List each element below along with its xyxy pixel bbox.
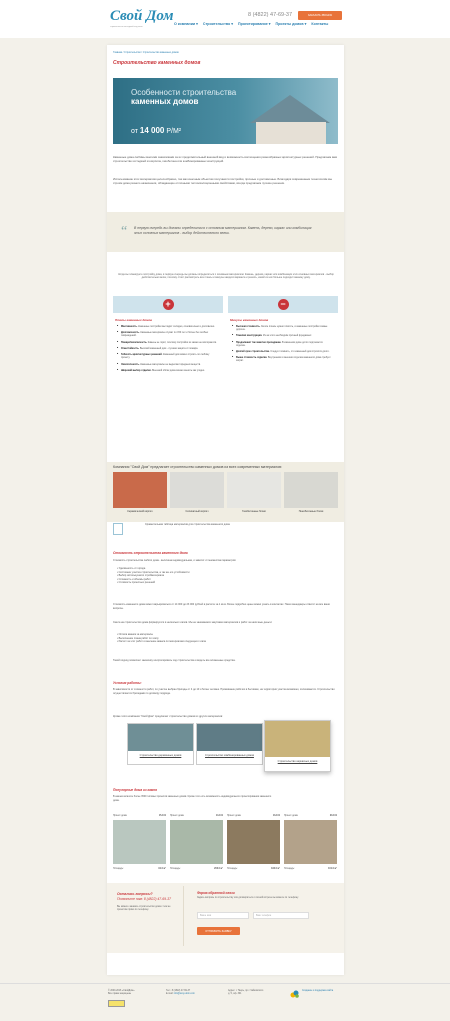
project-card[interactable]	[113, 815, 166, 883]
materials-title: Компания "Свой Дом" предлагает строительство каменных домов из всех современных материалов:	[113, 465, 283, 469]
site-logo[interactable]: Свой Дом	[110, 8, 174, 24]
hero-title-line1: Особенности строительства	[131, 88, 237, 97]
list-item: ■ Долговечность. Каменные материалы служат по 150 лет и более без особых повреждений.	[117, 331, 217, 337]
site-header	[0, 0, 450, 38]
contact-phone[interactable]: Позвоните нам: 8 (4822) 47-69-37	[117, 897, 171, 901]
material-image-penobeton[interactable]	[284, 472, 338, 508]
copyright-text: © 2000-2016 «СвойДом».	[108, 990, 135, 992]
pros-header	[113, 296, 223, 313]
footer-copyright	[108, 990, 135, 997]
area-label: Площадь:	[227, 868, 238, 870]
project-image[interactable]	[113, 820, 166, 864]
project-label: Проект дома	[284, 815, 298, 817]
terms-text: В зависимости от сложности работ, по участке выбран бригады от 4 до 10 и более человек. Проживание рабочих в бытовках, на территории участка возможно, оплачивается. Строительство осуществляется бригадами по договору подряда.	[113, 688, 335, 695]
contact-question: Остались вопросы?	[117, 892, 153, 896]
hero-house-wall	[256, 122, 326, 144]
project-number: 20-101	[329, 815, 337, 817]
contact-divider	[183, 886, 184, 946]
pros-list	[117, 325, 217, 375]
footer-address	[228, 990, 263, 997]
tel-label: Тел.:	[166, 990, 172, 992]
project-label: Проект дома	[170, 815, 184, 817]
list-item: • Сложность и объёмы работ	[117, 578, 317, 582]
header-phone[interactable]: 8 (4822) 47-69-37	[248, 12, 293, 18]
hero-price-value: 14 000	[139, 126, 165, 135]
cons-list	[232, 325, 332, 366]
material-caption[interactable]: Керамический кирпич	[127, 510, 153, 513]
address-label: Адрес:	[228, 990, 236, 992]
footer-contacts	[166, 990, 195, 997]
project-label: Проект дома	[113, 815, 127, 817]
footer-divider	[0, 983, 450, 984]
intro-paragraph-2: Использование этих материалов целесообразно, так как конечным объектом получаются постройки, прочные и долговечные. Благодаря современным технологиям мы строим дома разного назначения, обладающие отличными теплоизоляционными свойствами, всегда предлагаем лучшие решения.	[113, 177, 332, 185]
address-line1: г. Тверь, пр-т Чайковского	[235, 990, 264, 992]
name-input[interactable]: Ваше имя	[197, 912, 249, 919]
project-number: 14-101	[215, 815, 223, 817]
list-item: • Стоимость проектных решений	[117, 581, 317, 585]
form-title: Форма обратной связи	[197, 891, 235, 895]
material-image-ceramic[interactable]	[113, 472, 167, 508]
service-image	[265, 721, 330, 757]
service-card-wood[interactable]	[127, 723, 194, 765]
cons-header	[228, 296, 338, 313]
comparison-table-link[interactable]: Сравнительная таблица материалов для строительства каменного дома	[145, 523, 230, 526]
list-item: ■ Выше стоимость отделки. Внутренняя и внешняя отделка каменного дома требует затрат.	[232, 356, 332, 362]
project-header	[227, 815, 280, 817]
material-caption[interactable]: Газобетонные блоки	[242, 510, 266, 513]
project-number: 15-101	[158, 815, 166, 817]
document-icon[interactable]	[113, 523, 123, 535]
service-link[interactable]: Строительство каркасных домов	[277, 760, 318, 763]
developer-logo-icon[interactable]	[290, 990, 300, 998]
area-value: 190.0 м²	[271, 868, 280, 870]
cost-paragraph-3: Такой подход позволяет заказчику контролировать ход строительства и видеть все вложенные средства.	[113, 659, 236, 662]
list-item: ■ Пожаробезопасность. Камень не горит, поэтому постройки из камня не возгораются.	[117, 341, 217, 344]
hero-price-unit: Р/М²	[166, 128, 182, 135]
project-header	[284, 815, 337, 817]
area-value: 91.0 м²	[158, 868, 166, 870]
address-line2: д. 5, оф. 301	[228, 993, 242, 996]
list-item: • Выбор используемого стройматериала	[117, 574, 317, 578]
project-image[interactable]	[170, 820, 223, 864]
hero-price	[131, 126, 181, 135]
list-item: ■ Широкий выбор отделки. Внешний облик дома можно менять как угодно.	[117, 369, 217, 372]
pros-title: Плюсы каменных домов	[115, 318, 152, 322]
popular-title: Популярные дома из камня	[113, 788, 158, 792]
project-label: Проект дома	[227, 815, 241, 817]
nav-item-contacts[interactable]: Контакты	[311, 22, 329, 26]
hero-house-roof	[250, 95, 330, 123]
list-item: ■ Продолжают так заметно проседание. В каменном доме долго подгоняется отделка.	[232, 341, 332, 347]
callback-button[interactable]: ЗАКАЗАТЬ ЗВОНОК	[298, 11, 342, 20]
developer-link[interactable]: Создание и поддержка сайта	[302, 990, 334, 992]
payment-stages-list	[117, 633, 317, 644]
area-value: 203.0 м²	[214, 868, 223, 870]
material-caption[interactable]: Пенобетонные блоки	[298, 510, 324, 513]
project-card[interactable]	[284, 815, 337, 883]
project-footer	[227, 868, 280, 870]
list-item: ■ Высокая стоимость. За все плюсы нужно платить, и каменные постройки самые дорогие.	[232, 325, 332, 331]
counter-badge-icon[interactable]	[108, 1000, 125, 1007]
cons-title: Минусы каменных домов	[230, 318, 269, 322]
material-image-gasbeton[interactable]	[227, 472, 281, 508]
submit-request-button[interactable]: ОТПРАВИТЬ ЗАЯВКУ	[197, 927, 240, 935]
list-item: • Расчёт за этот работ и внесение аванса по материалам следующего этапа	[117, 640, 317, 644]
area-value: 101.0 м²	[328, 868, 337, 870]
other-services-lead: Кроме этого компания "Свой Дом" предлагает строительство домов из других материалов:	[113, 715, 223, 718]
cost-lead: Стоимость строительства любого дома - величина индивидуальная, и зависит от множества параметров:	[113, 559, 237, 562]
minus-icon: −	[278, 299, 289, 310]
choice-paragraph: Когда вы планируете постройку дома, в первую очередь вы должны определиться с основным материалом. Камень, дерево, каркас или комбинация этих основных материалов - выбор действительно велик, поэтому стоит рассмотреть все плюсы и минусы каждого варианта и решить, какой из них больше подходит вашему дому.	[118, 273, 334, 280]
nav-item-construction[interactable]: Строительство ▾	[202, 22, 234, 26]
project-header	[170, 815, 223, 817]
project-footer	[170, 868, 223, 870]
project-number: 13-101	[272, 815, 280, 817]
service-image	[197, 724, 262, 751]
service-card-frame[interactable]	[264, 720, 331, 772]
project-image[interactable]	[227, 820, 280, 864]
nav-item-projects[interactable]: Проекты домов ▾	[275, 22, 307, 26]
logo-subtitle: строительство коттеджей под ключ	[110, 26, 143, 28]
email-label: E-mail:	[166, 993, 174, 996]
project-card[interactable]	[170, 815, 223, 883]
cost-title: Стоимость строительства каменного дома	[113, 551, 188, 555]
project-card[interactable]	[227, 815, 280, 883]
quote-icon: “	[121, 224, 128, 239]
list-item: • Удалённость от города	[117, 567, 317, 571]
project-header	[113, 815, 166, 817]
area-label: Площадь:	[113, 868, 124, 870]
list-item: ■ Тяжелая конструкция. Из-за этого необходим прочный фундамент.	[232, 334, 332, 337]
popular-lead: В нашем каталоге более 3500 типовых проектов каменных домов. Кроме того есть возможность индивидуального проектирования каменного дома.	[113, 795, 272, 802]
plus-icon: +	[163, 299, 174, 310]
breadcrumb[interactable]: Главная / Строительство / Строительство каменных домов	[113, 51, 179, 54]
project-footer	[284, 868, 337, 870]
rights-text: Все права защищены	[108, 993, 132, 996]
list-item: • Выполнение плана работ по этапу	[117, 637, 317, 641]
service-link[interactable]: Строительство комбинированных домов	[205, 754, 254, 757]
form-note: Задать вопросы по строительству или договориться о личной встрече вы можете по телефону.	[197, 897, 299, 899]
tel-value[interactable]: 8 (4822) 47-69-37	[171, 990, 191, 992]
list-item: ■ Огнестойкость. Высокий каменный дом - лучшая защита от пожара.	[117, 347, 217, 350]
area-label: Площадь:	[170, 868, 181, 870]
service-card-combined[interactable]	[196, 723, 263, 765]
list-item: ■ Массивность. Каменные постройки выглядят солидно, основательно и долговечно.	[117, 325, 217, 328]
list-item: ■ Гибкость архитектурных решений. Каменный дом можно строить по любому проекту.	[117, 353, 217, 359]
material-image-silicate[interactable]	[170, 472, 224, 508]
terms-title: Условия работы:	[113, 681, 142, 685]
list-item: • Оплата аванса за материалы	[117, 633, 317, 637]
page-title: Строительство каменных домов	[113, 60, 201, 66]
list-item: ■ Долгий срок строительства. Следует помнить, что каменный дом строится долго.	[232, 350, 332, 353]
project-image[interactable]	[284, 820, 337, 864]
list-item: • Состояние участка строительства, а так же его устойчивости	[117, 571, 317, 575]
email-value[interactable]: info@svoy-dom.com	[173, 993, 195, 996]
nav-item-design[interactable]: Проектирование ▾	[238, 22, 271, 26]
area-label: Площадь:	[284, 868, 295, 870]
hero-title-line2: каменных домов	[131, 97, 199, 106]
service-image	[128, 724, 193, 751]
cost-factors-list	[117, 567, 317, 585]
service-link[interactable]: Строительство деревянных домов	[139, 754, 182, 757]
intro-paragraph-1: Каменные дома любимы многими заказчиками за их продолжительный внешний вид и возможность воплощения разнообразных архитектурных решений. Предлагаем вам строительство коттеджей из кирпича, газобетона или комбинированных конструкций.	[113, 155, 337, 163]
hero-price-prefix: от	[131, 128, 138, 135]
cost-paragraph-1: Стоимость каменного дома может варьироваться от 14 000 до 23 000 рублей в расчёте за 1 кв.м. Более подробно цены можно узнать в контактах. Наши менеджеры ответят на все ваши вопросы.	[113, 603, 330, 610]
quote-text: В первую очередь вы должны определиться с основным материалом. Камень, дерево, каркас или комбинация этих основных материалов - выбор действительно велик.	[134, 226, 312, 235]
cost-paragraph-2: Смета на строительство дома формируется в несколько этапов. Мы не занимаемся закупками материалов и работ за наличные деньги:	[113, 621, 273, 624]
project-footer	[113, 868, 166, 870]
nav-item-about[interactable]: О компании ▾	[174, 22, 198, 26]
material-caption[interactable]: Силикатный кирпич	[185, 510, 209, 513]
phone-input[interactable]: Ваш телефон	[253, 912, 309, 919]
main-nav	[174, 22, 328, 26]
list-item: ■ Экологичность. Каменные материалы не выделяют вредных веществ.	[117, 363, 217, 366]
contact-note: Вы можете заказать строительство дома с тем же проектом прямо по телефону.	[117, 906, 171, 912]
